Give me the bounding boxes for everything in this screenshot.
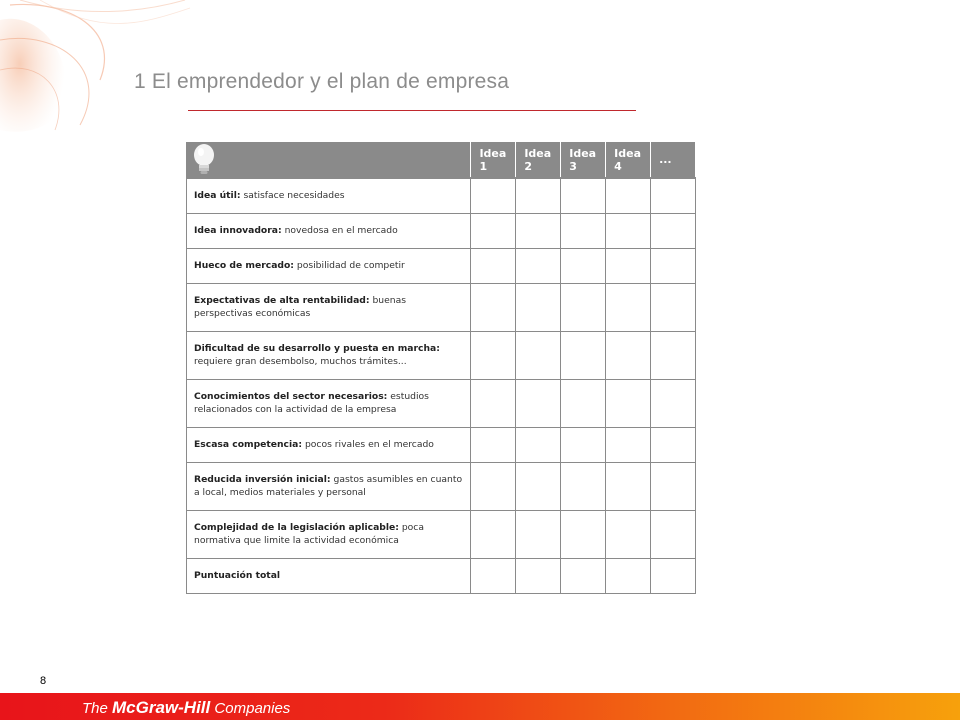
criterion-cell bbox=[187, 213, 471, 248]
score-cell[interactable] bbox=[516, 558, 561, 593]
score-cell[interactable] bbox=[516, 462, 561, 510]
score-cell[interactable] bbox=[606, 379, 651, 427]
score-cell[interactable] bbox=[471, 510, 516, 558]
criterion-description: requiere gran desembolso, muchos trámites... bbox=[194, 356, 407, 367]
score-cell[interactable] bbox=[516, 178, 561, 213]
criterion-label: Complejidad de la legislación aplicable: bbox=[194, 522, 399, 533]
brand-prefix: The bbox=[82, 700, 113, 717]
criterion-cell bbox=[187, 178, 471, 213]
score-cell[interactable] bbox=[651, 213, 696, 248]
brand-name: McGraw-Hill bbox=[112, 698, 211, 717]
score-cell[interactable] bbox=[606, 213, 651, 248]
criterion-cell bbox=[187, 248, 471, 283]
criterion-label: Reducida inversión inicial: bbox=[194, 474, 331, 485]
header-icon-cell bbox=[187, 142, 471, 179]
column-header: Idea 1 bbox=[471, 142, 516, 179]
score-cell[interactable] bbox=[606, 462, 651, 510]
score-cell[interactable] bbox=[471, 213, 516, 248]
criterion-description: buenas perspectivas económicas bbox=[194, 295, 407, 319]
table-row bbox=[187, 379, 696, 427]
score-cell[interactable] bbox=[561, 331, 606, 379]
score-cell[interactable] bbox=[561, 213, 606, 248]
score-cell[interactable] bbox=[606, 427, 651, 462]
score-cell[interactable] bbox=[471, 331, 516, 379]
score-cell[interactable] bbox=[561, 427, 606, 462]
criterion-description: satisface necesidades bbox=[240, 190, 345, 202]
score-cell[interactable] bbox=[516, 283, 561, 331]
score-cell[interactable] bbox=[471, 462, 516, 510]
criterion-label: Idea útil: bbox=[194, 190, 241, 202]
score-cell[interactable] bbox=[606, 558, 651, 593]
score-cell[interactable] bbox=[651, 331, 696, 379]
criterion-cell bbox=[187, 379, 471, 427]
score-cell[interactable] bbox=[561, 462, 606, 510]
brand-suffix: Companies bbox=[210, 700, 291, 717]
criterion-label: Idea innovadora: bbox=[194, 225, 282, 236]
table-row bbox=[187, 462, 696, 510]
table-row bbox=[187, 213, 696, 248]
score-cell[interactable] bbox=[516, 248, 561, 283]
criterion-label: Conocimientos del sector necesarios: bbox=[194, 391, 388, 402]
score-cell[interactable] bbox=[471, 283, 516, 331]
score-cell[interactable] bbox=[471, 379, 516, 427]
lightbulb-icon bbox=[191, 143, 217, 176]
table-body bbox=[187, 178, 696, 593]
table-row bbox=[187, 248, 696, 283]
criterion-label: Puntuación total bbox=[194, 570, 281, 581]
score-cell[interactable] bbox=[606, 331, 651, 379]
column-header: Idea 2 bbox=[516, 142, 561, 179]
idea-evaluation-table bbox=[186, 141, 696, 594]
score-cell[interactable] bbox=[516, 510, 561, 558]
score-cell[interactable] bbox=[606, 248, 651, 283]
score-cell[interactable] bbox=[516, 379, 561, 427]
score-cell[interactable] bbox=[651, 379, 696, 427]
score-cell[interactable] bbox=[471, 558, 516, 593]
score-cell[interactable] bbox=[516, 427, 561, 462]
score-cell[interactable] bbox=[561, 510, 606, 558]
criterion-description: gastos asumibles en cuanto a local, medios materiales y personal bbox=[194, 474, 463, 498]
criterion-description: estudios relacionados con la actividad de la empresa bbox=[194, 391, 429, 415]
score-cell[interactable] bbox=[651, 427, 696, 462]
table-header-row bbox=[187, 142, 696, 179]
score-cell[interactable] bbox=[606, 178, 651, 213]
score-cell[interactable] bbox=[471, 178, 516, 213]
column-header: Idea 3 bbox=[561, 142, 606, 179]
page-number: 8 bbox=[40, 675, 47, 687]
footer-bar bbox=[0, 693, 960, 720]
column-header: Idea 4 bbox=[606, 142, 651, 179]
criterion-cell bbox=[187, 427, 471, 462]
score-cell[interactable] bbox=[471, 427, 516, 462]
criterion-cell bbox=[187, 283, 471, 331]
table-row bbox=[187, 427, 696, 462]
score-cell[interactable] bbox=[561, 283, 606, 331]
criterion-cell bbox=[187, 462, 471, 510]
score-cell[interactable] bbox=[561, 178, 606, 213]
column-header: ... bbox=[651, 142, 696, 179]
criterion-description: poca normativa que limite la actividad económica bbox=[194, 522, 424, 546]
score-cell[interactable] bbox=[561, 248, 606, 283]
score-cell[interactable] bbox=[651, 462, 696, 510]
table-row bbox=[187, 510, 696, 558]
criterion-cell bbox=[187, 558, 471, 593]
table-row bbox=[187, 558, 696, 593]
score-cell[interactable] bbox=[606, 510, 651, 558]
criterion-label: Escasa competencia: bbox=[194, 439, 303, 450]
score-cell[interactable] bbox=[651, 248, 696, 283]
score-cell[interactable] bbox=[651, 510, 696, 558]
criterion-cell bbox=[187, 510, 471, 558]
table-row bbox=[187, 331, 696, 379]
criterion-cell bbox=[187, 331, 471, 379]
criterion-label: Expectativas de alta rentabilidad: bbox=[194, 295, 370, 306]
score-cell[interactable] bbox=[651, 558, 696, 593]
score-cell[interactable] bbox=[651, 283, 696, 331]
table-row bbox=[187, 283, 696, 331]
score-cell[interactable] bbox=[471, 248, 516, 283]
criterion-label: Dificultad de su desarrollo y puesta en marcha: bbox=[194, 343, 440, 354]
criterion-description: posibilidad de competir bbox=[293, 260, 405, 271]
slide-title: 1 El emprendedor y el plan de empresa bbox=[134, 70, 510, 93]
score-cell[interactable] bbox=[651, 178, 696, 213]
criterion-description: novedosa en el mercado bbox=[281, 225, 398, 236]
score-cell[interactable] bbox=[516, 213, 561, 248]
score-cell[interactable] bbox=[561, 379, 606, 427]
score-cell[interactable] bbox=[516, 331, 561, 379]
score-cell[interactable] bbox=[606, 283, 651, 331]
table-row bbox=[187, 178, 696, 213]
criterion-label: Hueco de mercado: bbox=[194, 260, 294, 271]
title-divider bbox=[188, 110, 636, 111]
criterion-description: pocos rivales en el mercado bbox=[302, 439, 434, 450]
publisher-logo bbox=[82, 698, 290, 718]
score-cell[interactable] bbox=[561, 558, 606, 593]
